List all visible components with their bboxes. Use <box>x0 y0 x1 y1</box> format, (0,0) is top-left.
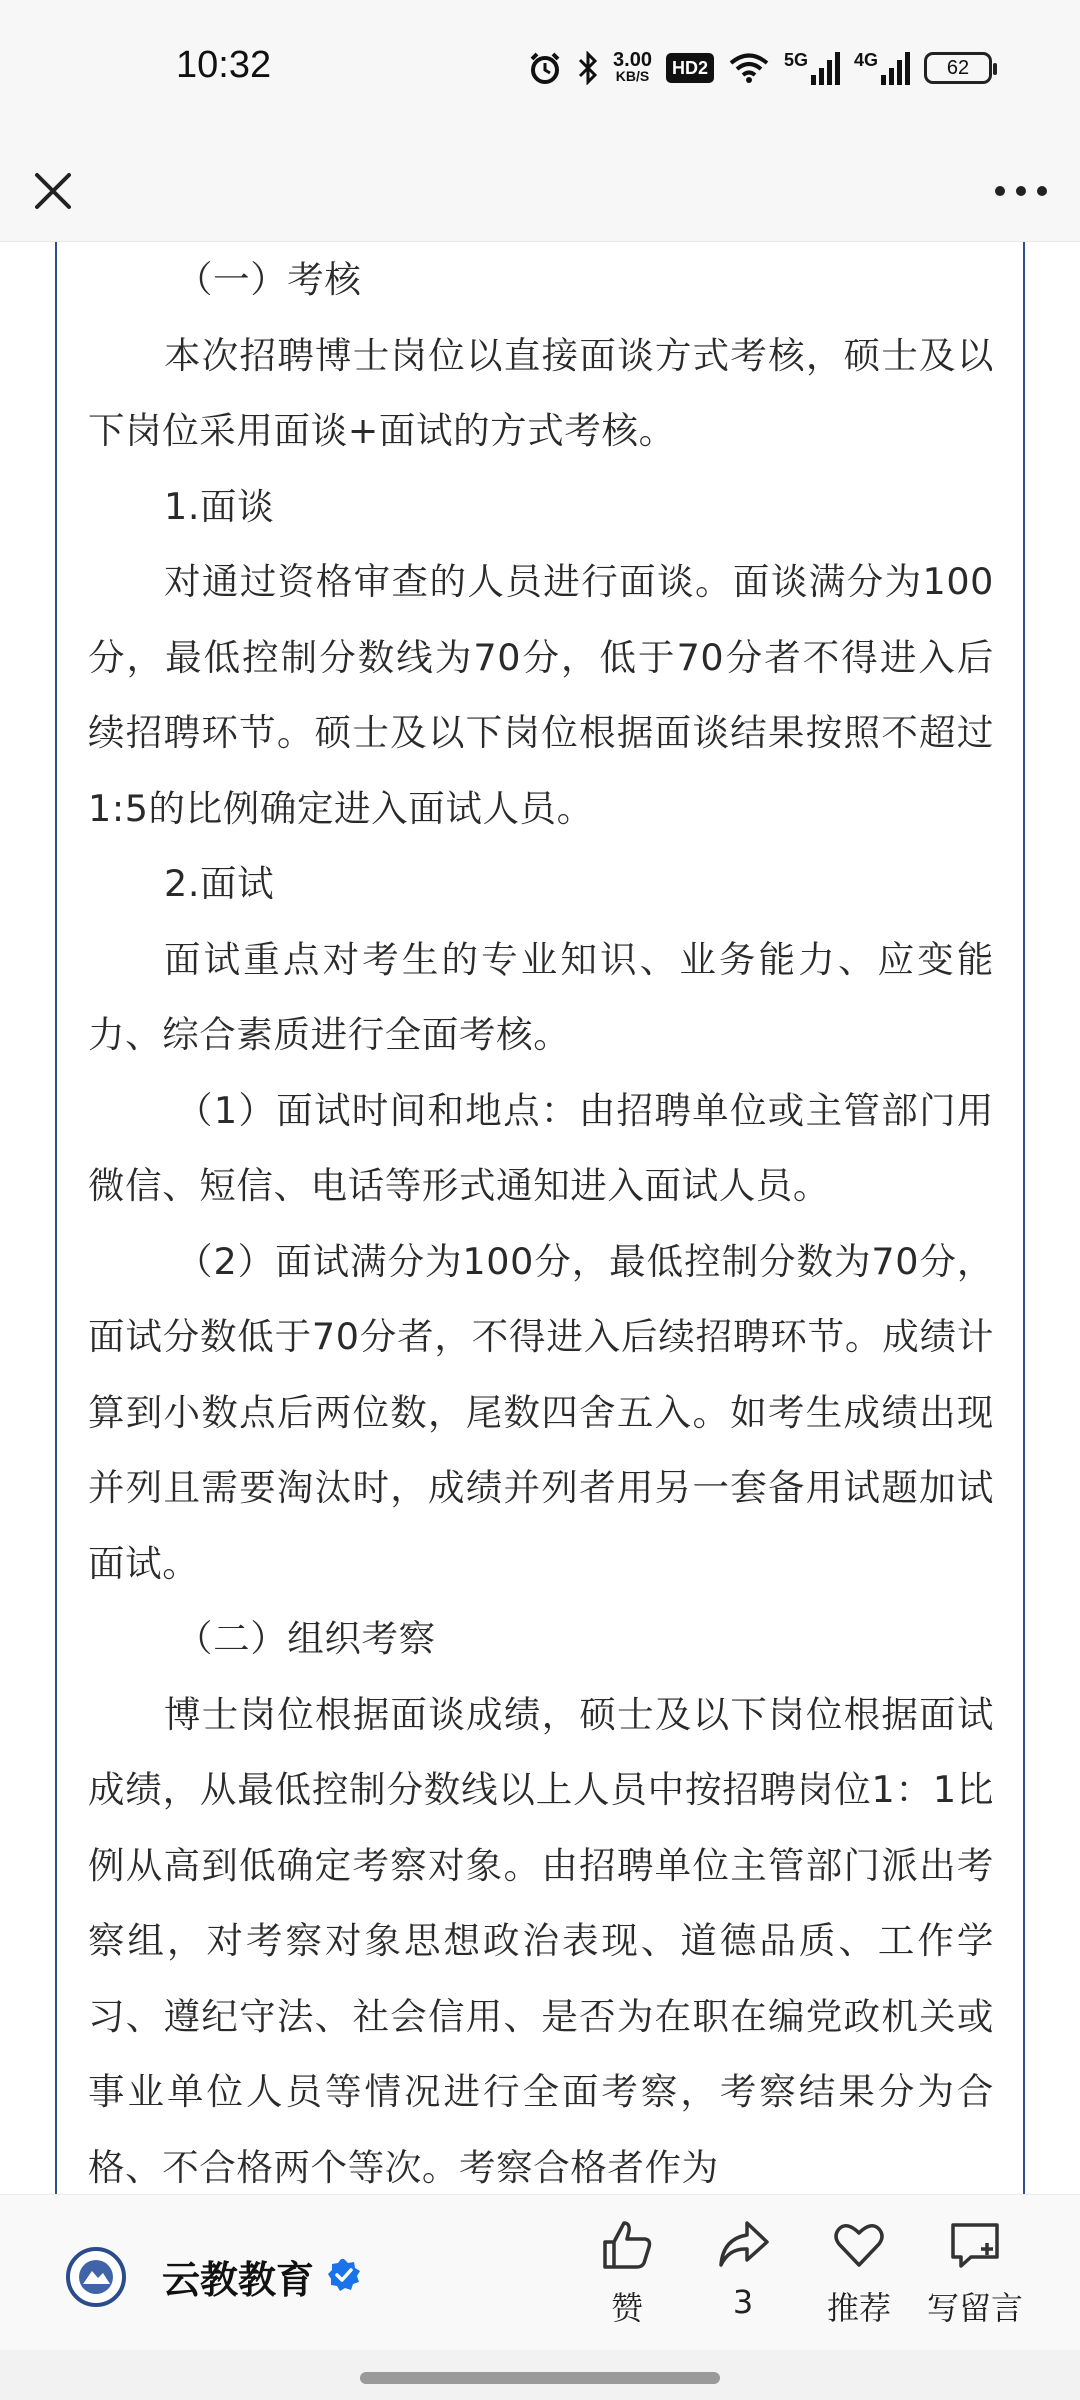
recommend-label: 推荐 <box>826 2289 891 2327</box>
paragraph: 对通过资格审查的人员进行面谈。面谈满分为100分，最低控制分数线为70分，低于70分者不得进入后续招聘环节。硕士及以下岗位根据面谈结果按照不超过1:5的比例确定进入面试人员。 <box>88 560 994 830</box>
subheading: 2.面试 <box>164 862 275 905</box>
signal-5g-label: 5G <box>783 50 808 70</box>
verified-icon <box>326 2257 362 2293</box>
status-bar <box>0 0 1080 138</box>
alarm-icon <box>527 48 563 88</box>
article-header <box>0 138 1080 242</box>
net-speed-unit: KB/S <box>615 68 650 84</box>
battery-level: 62 <box>946 56 970 79</box>
paragraph: （2）面试满分为100分，最低控制分数为70分，面试分数低于70分者，不得进入后续招聘环节。成绩计算到小数点后两位数，尾数四舍五入。如考生成绩出现并列且需要淘汰时，成绩并列者用另一套备用试题加试面试。 <box>88 1239 994 1585</box>
net-speed-value: 3.00 <box>613 49 652 71</box>
signal-5g-icon <box>784 48 840 88</box>
home-pill[interactable] <box>360 2372 720 2384</box>
comment-label: 写留言 <box>926 2289 1023 2327</box>
article-text <box>88 242 994 2194</box>
like-button[interactable] <box>572 2217 682 2337</box>
wifi-icon <box>728 48 770 88</box>
hd-badge: HD2 <box>666 53 714 83</box>
battery-icon <box>924 52 992 84</box>
thumbs-up-icon <box>599 2217 655 2273</box>
paragraph: 本次招聘博士岗位以直接面谈方式考核，硕士及以下岗位采用面谈+面试的方式考核。 <box>88 333 994 452</box>
status-time: 10:32 <box>176 44 272 86</box>
comment-button[interactable] <box>920 2217 1030 2337</box>
comment-add-icon <box>947 2217 1003 2273</box>
share-button[interactable] <box>688 2217 798 2337</box>
recommend-button[interactable] <box>804 2217 914 2337</box>
paragraph: （1）面试时间和地点：由招聘单位或主管部门用微信、短信、电话等形式通知进入面试人员。 <box>88 1088 994 1207</box>
share-count: 3 <box>732 2283 754 2321</box>
status-icons <box>527 46 992 90</box>
more-icon <box>993 184 1049 198</box>
bottom-action-bar <box>0 2194 1080 2350</box>
network-speed <box>613 48 652 88</box>
article-body[interactable] <box>0 242 1080 2194</box>
home-indicator <box>0 2350 1080 2400</box>
signal-4g-label: 4G <box>853 50 878 70</box>
close-button[interactable] <box>22 160 84 222</box>
more-button[interactable] <box>986 160 1056 222</box>
paragraph: 面试重点对考生的专业知识、业务能力、应变能力、综合素质进行全面考核。 <box>88 937 994 1056</box>
section-heading: （二）组织考察 <box>176 1617 436 1660</box>
account-name[interactable]: 云教教育 <box>162 2258 315 2302</box>
signal-4g-icon <box>854 48 910 88</box>
paragraph: 博士岗位根据面谈成绩，硕士及以下岗位根据面试成绩，从最低控制分数线以上人员中按招聘岗位1：1比例从高到低确定考察对象。由招聘单位主管部门派出考察组，对考察对象思想政治表现、道德品质、工作学习、遵纪守法、社会信用、是否为在职在编党政机关或事业单位人员等情况进行全面考察，考察结果分为合格、不合格两个等次。考察合格者作为 <box>88 1692 994 2189</box>
share-icon <box>715 2217 771 2273</box>
close-icon <box>33 171 73 211</box>
section-heading: （一）考核 <box>176 258 362 301</box>
like-label: 赞 <box>610 2289 643 2327</box>
heart-icon <box>831 2217 887 2273</box>
bluetooth-icon <box>577 48 599 88</box>
account-avatar[interactable] <box>66 2247 126 2307</box>
subheading: 1.面谈 <box>164 484 275 528</box>
